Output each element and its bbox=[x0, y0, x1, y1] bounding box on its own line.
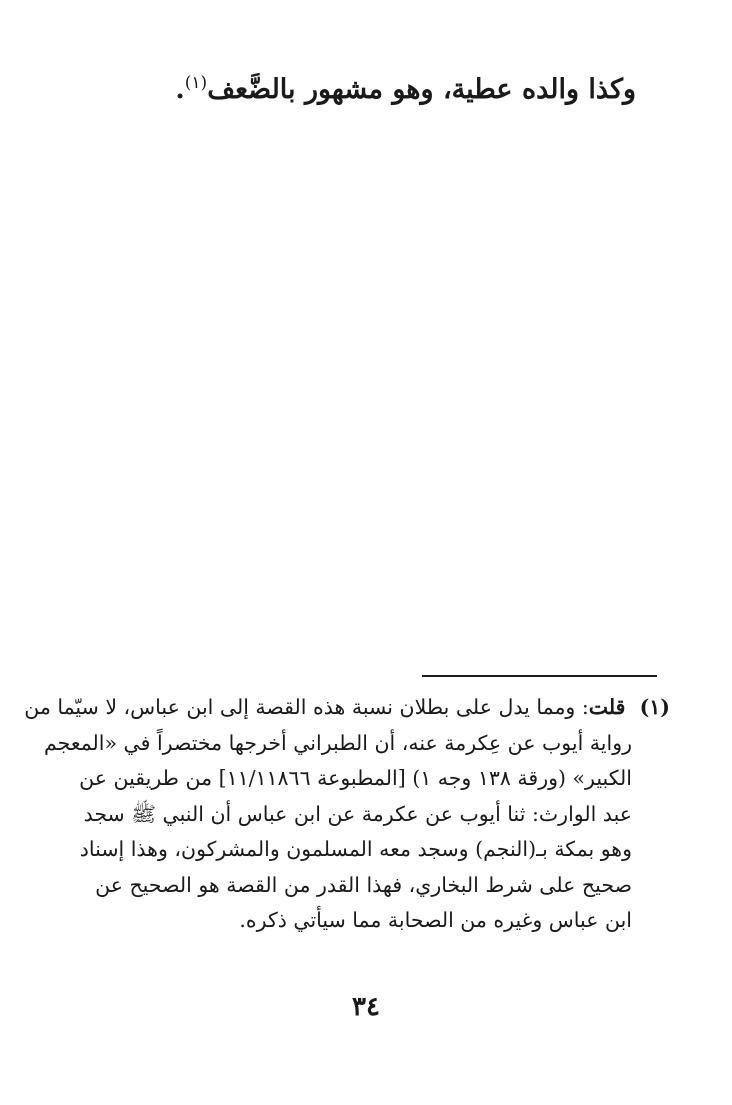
footnote-line-1 bbox=[24, 690, 670, 726]
footnote-line-text: الكبير» (ورقة ١٣٨ وجه ١) [المطبوعة ١١/١١٨٦٦] من طريقين عن bbox=[79, 766, 632, 790]
footnote bbox=[24, 690, 670, 939]
footnote-line-2 bbox=[43, 726, 670, 762]
footnote-line-text: صحيح على شرط البخاري، فهذا القدر من القصة هو الصحيح عن bbox=[95, 872, 632, 897]
footnote-line-6 bbox=[70, 868, 670, 904]
footnote-line-5 bbox=[70, 832, 670, 868]
footnote-line-text: ابن عباس وغيره من الصحابة مما سيأتي ذكره. bbox=[239, 908, 632, 932]
footnote-line-3 bbox=[70, 761, 670, 797]
footnote-line-1-text: : ومما يدل على بطلان نسبة هذه القصة إلى ابن عباس، لا سيّما من bbox=[24, 695, 589, 719]
footnote-separator bbox=[422, 675, 657, 677]
footnote-line-4 bbox=[70, 797, 670, 833]
footnote-line-text: رواية أيوب عن عِكرمة عنه، أن الطبراني أخرجها مختصراً في «المعجم bbox=[43, 730, 632, 755]
footnote-line-7 bbox=[70, 903, 670, 939]
main-text-line bbox=[76, 70, 636, 110]
footnote-line-text: عبد الوارث: ثنا أيوب عن عكرمة عن ابن عباس أن النبي ﷺ سجد bbox=[83, 801, 632, 826]
footnote-reference: (١) bbox=[184, 73, 208, 93]
main-text: وكذا والده عطية، وهو مشهور بالضَّعف bbox=[207, 74, 636, 105]
footnote-marker: (١) bbox=[639, 695, 670, 719]
page-number: ٣٤ bbox=[352, 992, 380, 1022]
footnote-line-text: وهو بمكة بـ(النجم) وسجد معه المسلمون والمشركون، وهذا إسناد bbox=[79, 837, 632, 861]
footnote-keyword: قلت bbox=[588, 695, 626, 719]
main-text-period: . bbox=[175, 74, 185, 105]
